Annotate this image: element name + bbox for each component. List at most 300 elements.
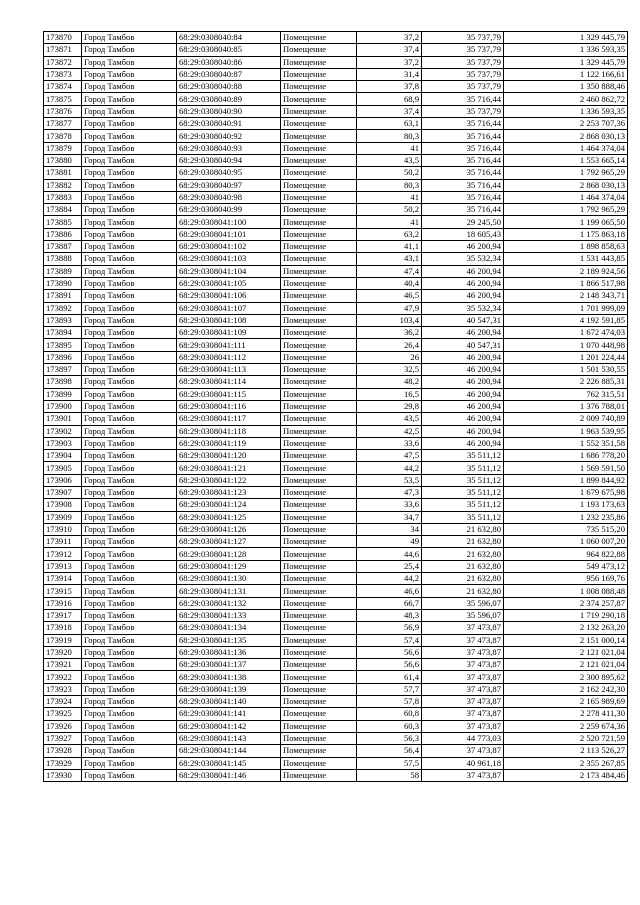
cadastral-number-cell: 68:29:0308041:107 bbox=[177, 302, 281, 314]
object-type-cell: Помещение bbox=[281, 118, 357, 130]
table-row bbox=[44, 167, 628, 179]
cadastral-number-cell: 68:29:0308041:125 bbox=[177, 511, 281, 523]
city-cell: Город Тамбов bbox=[82, 228, 177, 240]
unit-value-cell: 21 632,80 bbox=[422, 585, 504, 597]
cadastral-number-cell: 68:29:0308041:100 bbox=[177, 216, 281, 228]
cadastral-number-cell: 68:29:0308041:122 bbox=[177, 474, 281, 486]
unit-value-cell: 44 773,03 bbox=[422, 732, 504, 744]
object-type-cell: Помещение bbox=[281, 659, 357, 671]
object-type-cell: Помещение bbox=[281, 32, 357, 44]
table-row bbox=[44, 462, 628, 474]
cadastral-value-cell: 2 121 021,04 bbox=[504, 646, 628, 658]
unit-value-cell: 35 511,12 bbox=[422, 486, 504, 498]
city-cell: Город Тамбов bbox=[82, 499, 177, 511]
area-cell: 16,5 bbox=[357, 388, 422, 400]
row-number-cell: 173913 bbox=[44, 560, 82, 572]
area-cell: 57,4 bbox=[357, 634, 422, 646]
table-row bbox=[44, 44, 628, 56]
area-cell: 66,7 bbox=[357, 597, 422, 609]
city-cell: Город Тамбов bbox=[82, 597, 177, 609]
unit-value-cell: 40 547,31 bbox=[422, 314, 504, 326]
city-cell: Город Тамбов bbox=[82, 154, 177, 166]
cadastral-number-cell: 68:29:0308041:128 bbox=[177, 548, 281, 560]
cadastral-value-cell: 1 701 999,09 bbox=[504, 302, 628, 314]
table-row bbox=[44, 241, 628, 253]
table-row bbox=[44, 142, 628, 154]
area-cell: 42,5 bbox=[357, 425, 422, 437]
city-cell: Город Тамбов bbox=[82, 413, 177, 425]
city-cell: Город Тамбов bbox=[82, 708, 177, 720]
cadastral-value-cell: 1 376 788,01 bbox=[504, 400, 628, 412]
cadastral-number-cell: 68:29:0308041:103 bbox=[177, 253, 281, 265]
table-row bbox=[44, 425, 628, 437]
area-cell: 26,4 bbox=[357, 339, 422, 351]
object-type-cell: Помещение bbox=[281, 437, 357, 449]
unit-value-cell: 21 632,80 bbox=[422, 523, 504, 535]
unit-value-cell: 35 716,44 bbox=[422, 142, 504, 154]
unit-value-cell: 35 716,44 bbox=[422, 179, 504, 191]
city-cell: Город Тамбов bbox=[82, 573, 177, 585]
cadastral-number-cell: 68:29:0308041:120 bbox=[177, 450, 281, 462]
cadastral-number-cell: 68:29:0308040:94 bbox=[177, 154, 281, 166]
row-number-cell: 173872 bbox=[44, 56, 82, 68]
area-cell: 56,4 bbox=[357, 745, 422, 757]
cadastral-number-cell: 68:29:0308040:98 bbox=[177, 191, 281, 203]
city-cell: Город Тамбов bbox=[82, 179, 177, 191]
cadastral-number-cell: 68:29:0308041:117 bbox=[177, 413, 281, 425]
cadastral-number-cell: 68:29:0308041:121 bbox=[177, 462, 281, 474]
object-type-cell: Помещение bbox=[281, 265, 357, 277]
unit-value-cell: 46 200,94 bbox=[422, 437, 504, 449]
cadastral-number-cell: 68:29:0308041:118 bbox=[177, 425, 281, 437]
object-type-cell: Помещение bbox=[281, 400, 357, 412]
unit-value-cell: 35 737,79 bbox=[422, 32, 504, 44]
cadastral-number-cell: 68:29:0308041:116 bbox=[177, 400, 281, 412]
cadastral-number-cell: 68:29:0308041:102 bbox=[177, 241, 281, 253]
row-number-cell: 173882 bbox=[44, 179, 82, 191]
cadastral-number-cell: 68:29:0308041:108 bbox=[177, 314, 281, 326]
object-type-cell: Помещение bbox=[281, 364, 357, 376]
unit-value-cell: 37 473,87 bbox=[422, 646, 504, 658]
cadastral-value-cell: 2 253 707,36 bbox=[504, 118, 628, 130]
area-cell: 57,5 bbox=[357, 757, 422, 769]
city-cell: Город Тамбов bbox=[82, 769, 177, 781]
cadastral-number-cell: 68:29:0308041:105 bbox=[177, 277, 281, 289]
unit-value-cell: 37 473,87 bbox=[422, 708, 504, 720]
area-cell: 50,2 bbox=[357, 204, 422, 216]
cadastral-number-cell: 68:29:0308041:141 bbox=[177, 708, 281, 720]
area-cell: 48,3 bbox=[357, 609, 422, 621]
area-cell: 80,3 bbox=[357, 179, 422, 191]
object-type-cell: Помещение bbox=[281, 622, 357, 634]
table-row bbox=[44, 265, 628, 277]
row-number-cell: 173921 bbox=[44, 659, 82, 671]
object-type-cell: Помещение bbox=[281, 597, 357, 609]
cadastral-value-cell: 1 719 290,18 bbox=[504, 609, 628, 621]
row-number-cell: 173906 bbox=[44, 474, 82, 486]
object-type-cell: Помещение bbox=[281, 548, 357, 560]
area-cell: 43,5 bbox=[357, 154, 422, 166]
object-type-cell: Помещение bbox=[281, 290, 357, 302]
unit-value-cell: 35 737,79 bbox=[422, 81, 504, 93]
area-cell: 34,7 bbox=[357, 511, 422, 523]
table-row bbox=[44, 32, 628, 44]
area-cell: 41 bbox=[357, 142, 422, 154]
city-cell: Город Тамбов bbox=[82, 339, 177, 351]
object-type-cell: Помещение bbox=[281, 634, 357, 646]
area-cell: 33,6 bbox=[357, 499, 422, 511]
table-row bbox=[44, 437, 628, 449]
unit-value-cell: 35 716,44 bbox=[422, 191, 504, 203]
unit-value-cell: 46 200,94 bbox=[422, 364, 504, 376]
object-type-cell: Помещение bbox=[281, 573, 357, 585]
unit-value-cell: 21 632,80 bbox=[422, 573, 504, 585]
area-cell: 56,3 bbox=[357, 732, 422, 744]
object-type-cell: Помещение bbox=[281, 93, 357, 105]
object-type-cell: Помещение bbox=[281, 425, 357, 437]
city-cell: Город Тамбов bbox=[82, 93, 177, 105]
table-row bbox=[44, 450, 628, 462]
table-row bbox=[44, 93, 628, 105]
cadastral-value-cell: 1 899 844,92 bbox=[504, 474, 628, 486]
object-type-cell: Помещение bbox=[281, 474, 357, 486]
unit-value-cell: 35 511,12 bbox=[422, 511, 504, 523]
object-type-cell: Помещение bbox=[281, 179, 357, 191]
area-cell: 57,7 bbox=[357, 683, 422, 695]
table-row bbox=[44, 560, 628, 572]
cadastral-value-cell: 1 686 778,20 bbox=[504, 450, 628, 462]
area-cell: 41,1 bbox=[357, 241, 422, 253]
city-cell: Город Тамбов bbox=[82, 732, 177, 744]
unit-value-cell: 35 511,12 bbox=[422, 450, 504, 462]
object-type-cell: Помещение bbox=[281, 376, 357, 388]
city-cell: Город Тамбов bbox=[82, 364, 177, 376]
unit-value-cell: 46 200,94 bbox=[422, 413, 504, 425]
row-number-cell: 173930 bbox=[44, 769, 82, 781]
area-cell: 46,5 bbox=[357, 290, 422, 302]
cadastral-value-cell: 2 132 263,20 bbox=[504, 622, 628, 634]
cadastral-value-cell: 1 060 007,20 bbox=[504, 536, 628, 548]
cadastral-number-cell: 68:29:0308041:115 bbox=[177, 388, 281, 400]
row-number-cell: 173899 bbox=[44, 388, 82, 400]
object-type-cell: Помещение bbox=[281, 757, 357, 769]
city-cell: Город Тамбов bbox=[82, 327, 177, 339]
object-type-cell: Помещение bbox=[281, 241, 357, 253]
unit-value-cell: 35 511,12 bbox=[422, 474, 504, 486]
unit-value-cell: 35 511,12 bbox=[422, 462, 504, 474]
area-cell: 56,6 bbox=[357, 646, 422, 658]
table-row bbox=[44, 130, 628, 142]
row-number-cell: 173885 bbox=[44, 216, 82, 228]
city-cell: Город Тамбов bbox=[82, 425, 177, 437]
cadastral-number-cell: 68:29:0308040:85 bbox=[177, 44, 281, 56]
cadastral-number-cell: 68:29:0308040:99 bbox=[177, 204, 281, 216]
unit-value-cell: 35 716,44 bbox=[422, 204, 504, 216]
city-cell: Город Тамбов bbox=[82, 277, 177, 289]
unit-value-cell: 46 200,94 bbox=[422, 241, 504, 253]
cadastral-value-cell: 1 792 965,29 bbox=[504, 204, 628, 216]
table-row bbox=[44, 216, 628, 228]
row-number-cell: 173925 bbox=[44, 708, 82, 720]
row-number-cell: 173923 bbox=[44, 683, 82, 695]
cadastral-value-cell: 2 355 267,85 bbox=[504, 757, 628, 769]
city-cell: Город Тамбов bbox=[82, 523, 177, 535]
cadastral-number-cell: 68:29:0308041:140 bbox=[177, 696, 281, 708]
cadastral-number-cell: 68:29:0308041:131 bbox=[177, 585, 281, 597]
cadastral-number-cell: 68:29:0308041:145 bbox=[177, 757, 281, 769]
row-number-cell: 173917 bbox=[44, 609, 82, 621]
row-number-cell: 173880 bbox=[44, 154, 82, 166]
table-row bbox=[44, 597, 628, 609]
cadastral-value-cell: 2 165 989,69 bbox=[504, 696, 628, 708]
table-row bbox=[44, 536, 628, 548]
area-cell: 57,8 bbox=[357, 696, 422, 708]
object-type-cell: Помещение bbox=[281, 253, 357, 265]
city-cell: Город Тамбов bbox=[82, 81, 177, 93]
cadastral-value-cell: 1 553 665,14 bbox=[504, 154, 628, 166]
city-cell: Город Тамбов bbox=[82, 302, 177, 314]
unit-value-cell: 40 547,31 bbox=[422, 339, 504, 351]
cadastral-value-cell: 964 822,88 bbox=[504, 548, 628, 560]
table-row bbox=[44, 351, 628, 363]
cadastral-value-cell: 1 199 065,50 bbox=[504, 216, 628, 228]
table-row bbox=[44, 634, 628, 646]
object-type-cell: Помещение bbox=[281, 536, 357, 548]
row-number-cell: 173909 bbox=[44, 511, 82, 523]
city-cell: Город Тамбов bbox=[82, 191, 177, 203]
area-cell: 37,8 bbox=[357, 81, 422, 93]
table-row bbox=[44, 708, 628, 720]
area-cell: 31,4 bbox=[357, 68, 422, 80]
row-number-cell: 173870 bbox=[44, 32, 82, 44]
cadastral-number-cell: 68:29:0308041:134 bbox=[177, 622, 281, 634]
object-type-cell: Помещение bbox=[281, 609, 357, 621]
cadastral-number-cell: 68:29:0308041:133 bbox=[177, 609, 281, 621]
city-cell: Город Тамбов bbox=[82, 68, 177, 80]
table-row bbox=[44, 511, 628, 523]
row-number-cell: 173904 bbox=[44, 450, 82, 462]
table-row bbox=[44, 523, 628, 535]
area-cell: 63,2 bbox=[357, 228, 422, 240]
object-type-cell: Помещение bbox=[281, 486, 357, 498]
unit-value-cell: 37 473,87 bbox=[422, 720, 504, 732]
row-number-cell: 173898 bbox=[44, 376, 82, 388]
unit-value-cell: 35 737,79 bbox=[422, 105, 504, 117]
cadastral-number-cell: 68:29:0308041:112 bbox=[177, 351, 281, 363]
table-row bbox=[44, 339, 628, 351]
unit-value-cell: 35 737,79 bbox=[422, 56, 504, 68]
row-number-cell: 173910 bbox=[44, 523, 82, 535]
city-cell: Город Тамбов bbox=[82, 400, 177, 412]
row-number-cell: 173893 bbox=[44, 314, 82, 326]
area-cell: 37,2 bbox=[357, 32, 422, 44]
row-number-cell: 173873 bbox=[44, 68, 82, 80]
cadastral-value-cell: 1 866 517,98 bbox=[504, 277, 628, 289]
cadastral-value-cell: 2 868 030,13 bbox=[504, 179, 628, 191]
object-type-cell: Помещение bbox=[281, 732, 357, 744]
city-cell: Город Тамбов bbox=[82, 560, 177, 572]
area-cell: 37,4 bbox=[357, 105, 422, 117]
table-row bbox=[44, 118, 628, 130]
city-cell: Город Тамбов bbox=[82, 105, 177, 117]
cadastral-value-cell: 1 201 224,44 bbox=[504, 351, 628, 363]
unit-value-cell: 35 511,12 bbox=[422, 499, 504, 511]
table-row bbox=[44, 388, 628, 400]
object-type-cell: Помещение bbox=[281, 462, 357, 474]
table-row bbox=[44, 191, 628, 203]
cadastral-value-cell: 2 278 411,30 bbox=[504, 708, 628, 720]
row-number-cell: 173901 bbox=[44, 413, 82, 425]
row-number-cell: 173894 bbox=[44, 327, 82, 339]
object-type-cell: Помещение bbox=[281, 327, 357, 339]
row-number-cell: 173878 bbox=[44, 130, 82, 142]
city-cell: Город Тамбов bbox=[82, 167, 177, 179]
area-cell: 63,1 bbox=[357, 118, 422, 130]
table-row bbox=[44, 646, 628, 658]
row-number-cell: 173928 bbox=[44, 745, 82, 757]
area-cell: 40,4 bbox=[357, 277, 422, 289]
area-cell: 26 bbox=[357, 351, 422, 363]
table-row bbox=[44, 179, 628, 191]
unit-value-cell: 35 596,07 bbox=[422, 597, 504, 609]
row-number-cell: 173883 bbox=[44, 191, 82, 203]
row-number-cell: 173922 bbox=[44, 671, 82, 683]
row-number-cell: 173902 bbox=[44, 425, 82, 437]
cadastral-value-cell: 2 009 740,89 bbox=[504, 413, 628, 425]
cadastral-number-cell: 68:29:0308041:123 bbox=[177, 486, 281, 498]
object-type-cell: Помещение bbox=[281, 413, 357, 425]
cadastral-number-cell: 68:29:0308040:87 bbox=[177, 68, 281, 80]
area-cell: 80,3 bbox=[357, 130, 422, 142]
row-number-cell: 173914 bbox=[44, 573, 82, 585]
city-cell: Город Тамбов bbox=[82, 720, 177, 732]
object-type-cell: Помещение bbox=[281, 671, 357, 683]
city-cell: Город Тамбов bbox=[82, 683, 177, 695]
unit-value-cell: 21 632,80 bbox=[422, 560, 504, 572]
unit-value-cell: 46 200,94 bbox=[422, 265, 504, 277]
row-number-cell: 173900 bbox=[44, 400, 82, 412]
unit-value-cell: 46 200,94 bbox=[422, 277, 504, 289]
table-row bbox=[44, 204, 628, 216]
cadastral-number-cell: 68:29:0308041:136 bbox=[177, 646, 281, 658]
cadastral-value-table bbox=[43, 31, 628, 782]
cadastral-number-cell: 68:29:0308041:119 bbox=[177, 437, 281, 449]
object-type-cell: Помещение bbox=[281, 167, 357, 179]
cadastral-value-cell: 956 169,76 bbox=[504, 573, 628, 585]
unit-value-cell: 46 200,94 bbox=[422, 351, 504, 363]
object-type-cell: Помещение bbox=[281, 130, 357, 142]
area-cell: 44,2 bbox=[357, 573, 422, 585]
city-cell: Город Тамбов bbox=[82, 622, 177, 634]
unit-value-cell: 37 473,87 bbox=[422, 671, 504, 683]
row-number-cell: 173875 bbox=[44, 93, 82, 105]
cadastral-number-cell: 68:29:0308041:124 bbox=[177, 499, 281, 511]
city-cell: Город Тамбов bbox=[82, 253, 177, 265]
unit-value-cell: 40 961,18 bbox=[422, 757, 504, 769]
cadastral-number-cell: 68:29:0308041:106 bbox=[177, 290, 281, 302]
row-number-cell: 173918 bbox=[44, 622, 82, 634]
object-type-cell: Помещение bbox=[281, 351, 357, 363]
city-cell: Город Тамбов bbox=[82, 216, 177, 228]
object-type-cell: Помещение bbox=[281, 745, 357, 757]
cadastral-number-cell: 68:29:0308041:142 bbox=[177, 720, 281, 732]
area-cell: 61,4 bbox=[357, 671, 422, 683]
city-cell: Город Тамбов bbox=[82, 536, 177, 548]
cadastral-value-cell: 1 792 965,29 bbox=[504, 167, 628, 179]
cadastral-number-cell: 68:29:0308041:138 bbox=[177, 671, 281, 683]
object-type-cell: Помещение bbox=[281, 216, 357, 228]
object-type-cell: Помещение bbox=[281, 277, 357, 289]
cadastral-value-cell: 1 175 863,18 bbox=[504, 228, 628, 240]
city-cell: Город Тамбов bbox=[82, 130, 177, 142]
cadastral-number-cell: 68:29:0308040:91 bbox=[177, 118, 281, 130]
table-row bbox=[44, 376, 628, 388]
area-cell: 25,4 bbox=[357, 560, 422, 572]
table-row bbox=[44, 290, 628, 302]
row-number-cell: 173884 bbox=[44, 204, 82, 216]
row-number-cell: 173908 bbox=[44, 499, 82, 511]
unit-value-cell: 35 596,07 bbox=[422, 609, 504, 621]
row-number-cell: 173927 bbox=[44, 732, 82, 744]
cadastral-number-cell: 68:29:0308040:92 bbox=[177, 130, 281, 142]
cadastral-value-cell: 1 329 445,79 bbox=[504, 32, 628, 44]
table-row bbox=[44, 499, 628, 511]
object-type-cell: Помещение bbox=[281, 105, 357, 117]
city-cell: Город Тамбов bbox=[82, 204, 177, 216]
row-number-cell: 173890 bbox=[44, 277, 82, 289]
cadastral-value-cell: 1 350 888,46 bbox=[504, 81, 628, 93]
cadastral-number-cell: 68:29:0308041:113 bbox=[177, 364, 281, 376]
city-cell: Город Тамбов bbox=[82, 241, 177, 253]
city-cell: Город Тамбов bbox=[82, 462, 177, 474]
city-cell: Город Тамбов bbox=[82, 351, 177, 363]
unit-value-cell: 37 473,87 bbox=[422, 683, 504, 695]
table-row bbox=[44, 253, 628, 265]
table-row bbox=[44, 757, 628, 769]
table-row bbox=[44, 659, 628, 671]
object-type-cell: Помещение bbox=[281, 696, 357, 708]
row-number-cell: 173871 bbox=[44, 44, 82, 56]
area-cell: 47,4 bbox=[357, 265, 422, 277]
table-row bbox=[44, 732, 628, 744]
unit-value-cell: 35 532,34 bbox=[422, 302, 504, 314]
row-number-cell: 173912 bbox=[44, 548, 82, 560]
city-cell: Город Тамбов bbox=[82, 450, 177, 462]
table-body bbox=[44, 32, 628, 782]
unit-value-cell: 46 200,94 bbox=[422, 425, 504, 437]
city-cell: Город Тамбов bbox=[82, 56, 177, 68]
table-row bbox=[44, 81, 628, 93]
city-cell: Город Тамбов bbox=[82, 548, 177, 560]
area-cell: 41 bbox=[357, 191, 422, 203]
row-number-cell: 173897 bbox=[44, 364, 82, 376]
object-type-cell: Помещение bbox=[281, 708, 357, 720]
area-cell: 33,6 bbox=[357, 437, 422, 449]
city-cell: Город Тамбов bbox=[82, 486, 177, 498]
cadastral-number-cell: 68:29:0308041:137 bbox=[177, 659, 281, 671]
row-number-cell: 173915 bbox=[44, 585, 82, 597]
cadastral-value-cell: 1 464 374,04 bbox=[504, 142, 628, 154]
cadastral-number-cell: 68:29:0308041:114 bbox=[177, 376, 281, 388]
row-number-cell: 173874 bbox=[44, 81, 82, 93]
unit-value-cell: 46 200,94 bbox=[422, 327, 504, 339]
table-row bbox=[44, 573, 628, 585]
table-row bbox=[44, 277, 628, 289]
object-type-cell: Помещение bbox=[281, 142, 357, 154]
unit-value-cell: 18 605,43 bbox=[422, 228, 504, 240]
object-type-cell: Помещение bbox=[281, 81, 357, 93]
cadastral-value-cell: 2 259 674,36 bbox=[504, 720, 628, 732]
